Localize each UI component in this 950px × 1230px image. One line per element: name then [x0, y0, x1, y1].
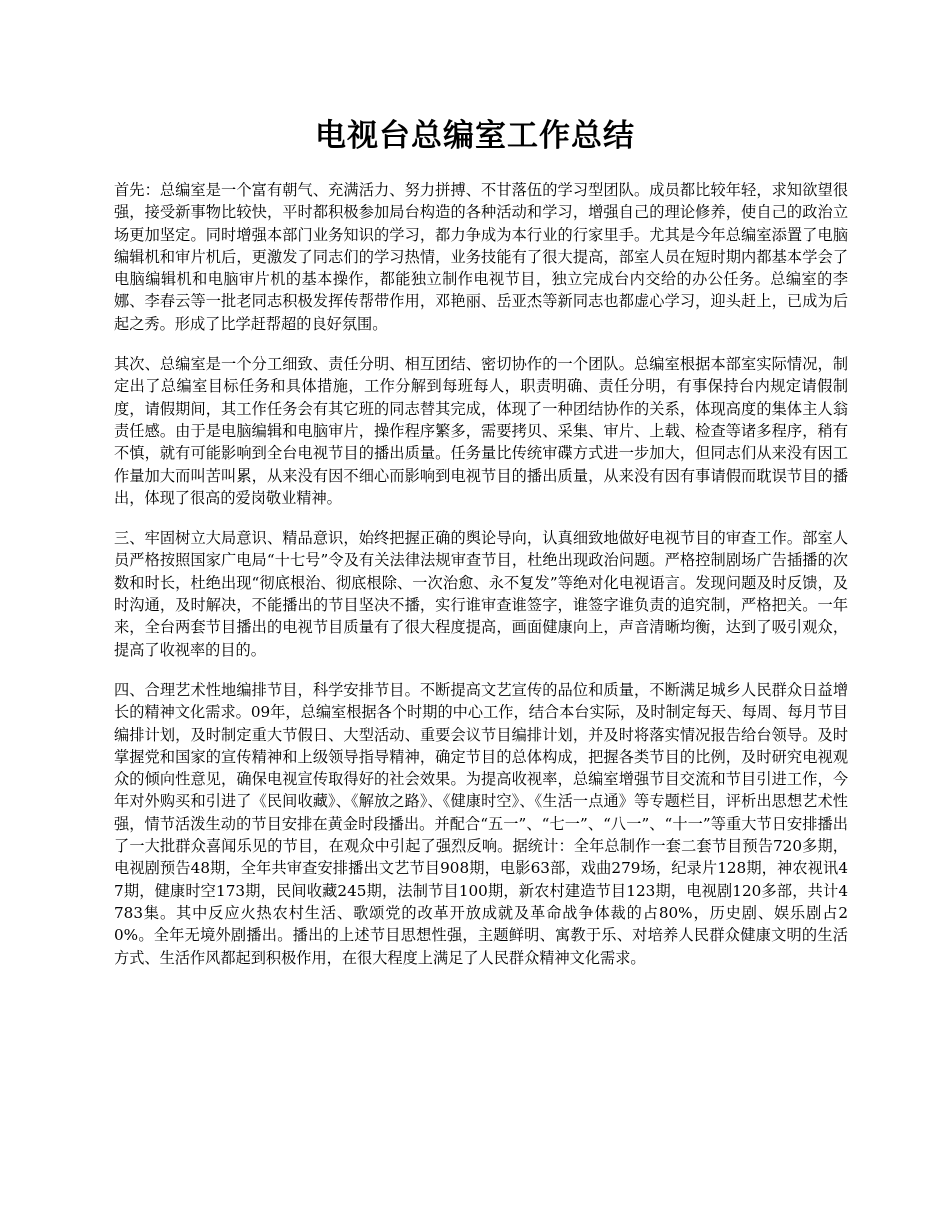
- paragraph-4: 四、合理艺术性地编排节目，科学安排节目。不断提高文艺宣传的品位和质量，不断满足城乡人民群众日益增长的精神文化需求。09年，总编室根据各个时期的中心工作，结合本台实际，及时制定每天、每周、每月节目编排计划，及时制定重大节假日、大型活动、重要会议节目编排计划，并及时将落实情况报告给台领导。及时掌握党和国家的宣传精神和上级领导指导精神，确定节目的总体构成，把握各类节目的比例，及时研究电视观众的倾向性意见，确保电视宣传取得好的社会效果。为提高收视率，总编室增强节目交流和节目引进工作，今年对外购买和引进了《民间收藏》、《解放之路》、《健康时空》、《生活一点通》等专题栏目，评析出思想艺术性强，情节活泼生动的节目安排在黄金时段播出。并配合“五一”、“七一”、“八一”、“十一”等重大节日安排播出了一大批群众喜闻乐见的节目，在观众中引起了强烈反响。据统计：全年总制作一套二套节目预告720多期，电视剧预告48期，全年共审查安排播出文艺节目908期，电影63部，戏曲279场，纪录片128期，神农视讯47期，健康时空173期，民间收藏245期，法制节目100期，新农村建造节目123期，电视剧120多部，共计4783集。其中反应火热农村生活、歌颂党的改革开放成就及革命战争体裁的占80%，历史剧、娱乐剧占20%。全年无境外剧播出。播出的上述节目思想性强，主题鲜明、寓教于乐、对培养人民群众健康文明的生活方式、生活作风都起到积极作用，在很大程度上满足了人民群众精神文化需求。: [114, 680, 848, 967]
- paragraph-3: 三、牢固树立大局意识、精品意识，始终把握正确的舆论导向，认真细致地做好电视节目的审查工作。部室人员严格按照国家广电局“十七号”令及有关法律法规审查节目，杜绝出现政治问题。严格控制剧场广告插播的次数和时长，杜绝出现“彻底根治、彻底根除、一次治愈、永不复发”等绝对化电视语言。发现问题及时反馈，及时沟通，及时解决，不能播出的节目坚决不播，实行谁审查谁签字，谁签字谁负责的追究制，严格把关。一年来，全台两套节目播出的电视节目质量有了很大程度提高，画面健康向上，声音清晰均衡，达到了吸引观众，提高了收视率的目的。: [114, 529, 848, 659]
- paragraph-2: 其次、总编室是一个分工细致、责任分明、相互团结、密切协作的一个团队。总编室根据本部室实际情况，制定出了总编室目标任务和具体措施，工作分解到每班每人，职责明确、责任分明，有事保持台内规定请假制度，请假期间，其工作任务会有其它班的同志替其完成，体现了一种团结协作的关系，体现高度的集体主人翁责任感。由于是电脑编辑和电脑审片，操作程序繁多，需要拷贝、采集、审片、上载、检查等诸多程序，稍有不慎，就有可能影响到全台电视节目的播出质量。任务量比传统审碟方式进一步加大，但同志们从来没有因工作量加大而叫苦叫累，从来没有因不细心而影响到电视节目的播出质量，从来没有因有事请假而耽误节目的播出，体现了很高的爱岗敬业精神。: [114, 355, 848, 507]
- document-title: 电视台总编室工作总结: [315, 118, 635, 154]
- paragraph-1: 首先：总编室是一个富有朝气、充满活力、努力拼搏、不甘落伍的学习型团队。成员都比较年轻，求知欲望很强，接受新事物比较快，平时都积极参加局台构造的各种活动和学习，增强自己的理论修养，使自己的政治立场更加坚定。同时增强本部门业务知识的学习，都力争成为本行业的行家里手。尤其是今年总编室添置了电脑编辑机和审片机后，更激发了同志们的学习热情，业务技能有了很大提高，部室人员在短时期内都基本学会了电脑编辑机和电脑审片机的基本操作，都能独立制作电视节目，独立完成台内交给的办公任务。总编室的李娜、李春云等一批老同志积极发挥传帮带作用，邓艳丽、岳亚杰等新同志也都虚心学习，迎头赶上，已成为后起之秀。形成了比学赶帮超的良好氛围。: [114, 181, 848, 333]
- document-body: [114, 179, 848, 987]
